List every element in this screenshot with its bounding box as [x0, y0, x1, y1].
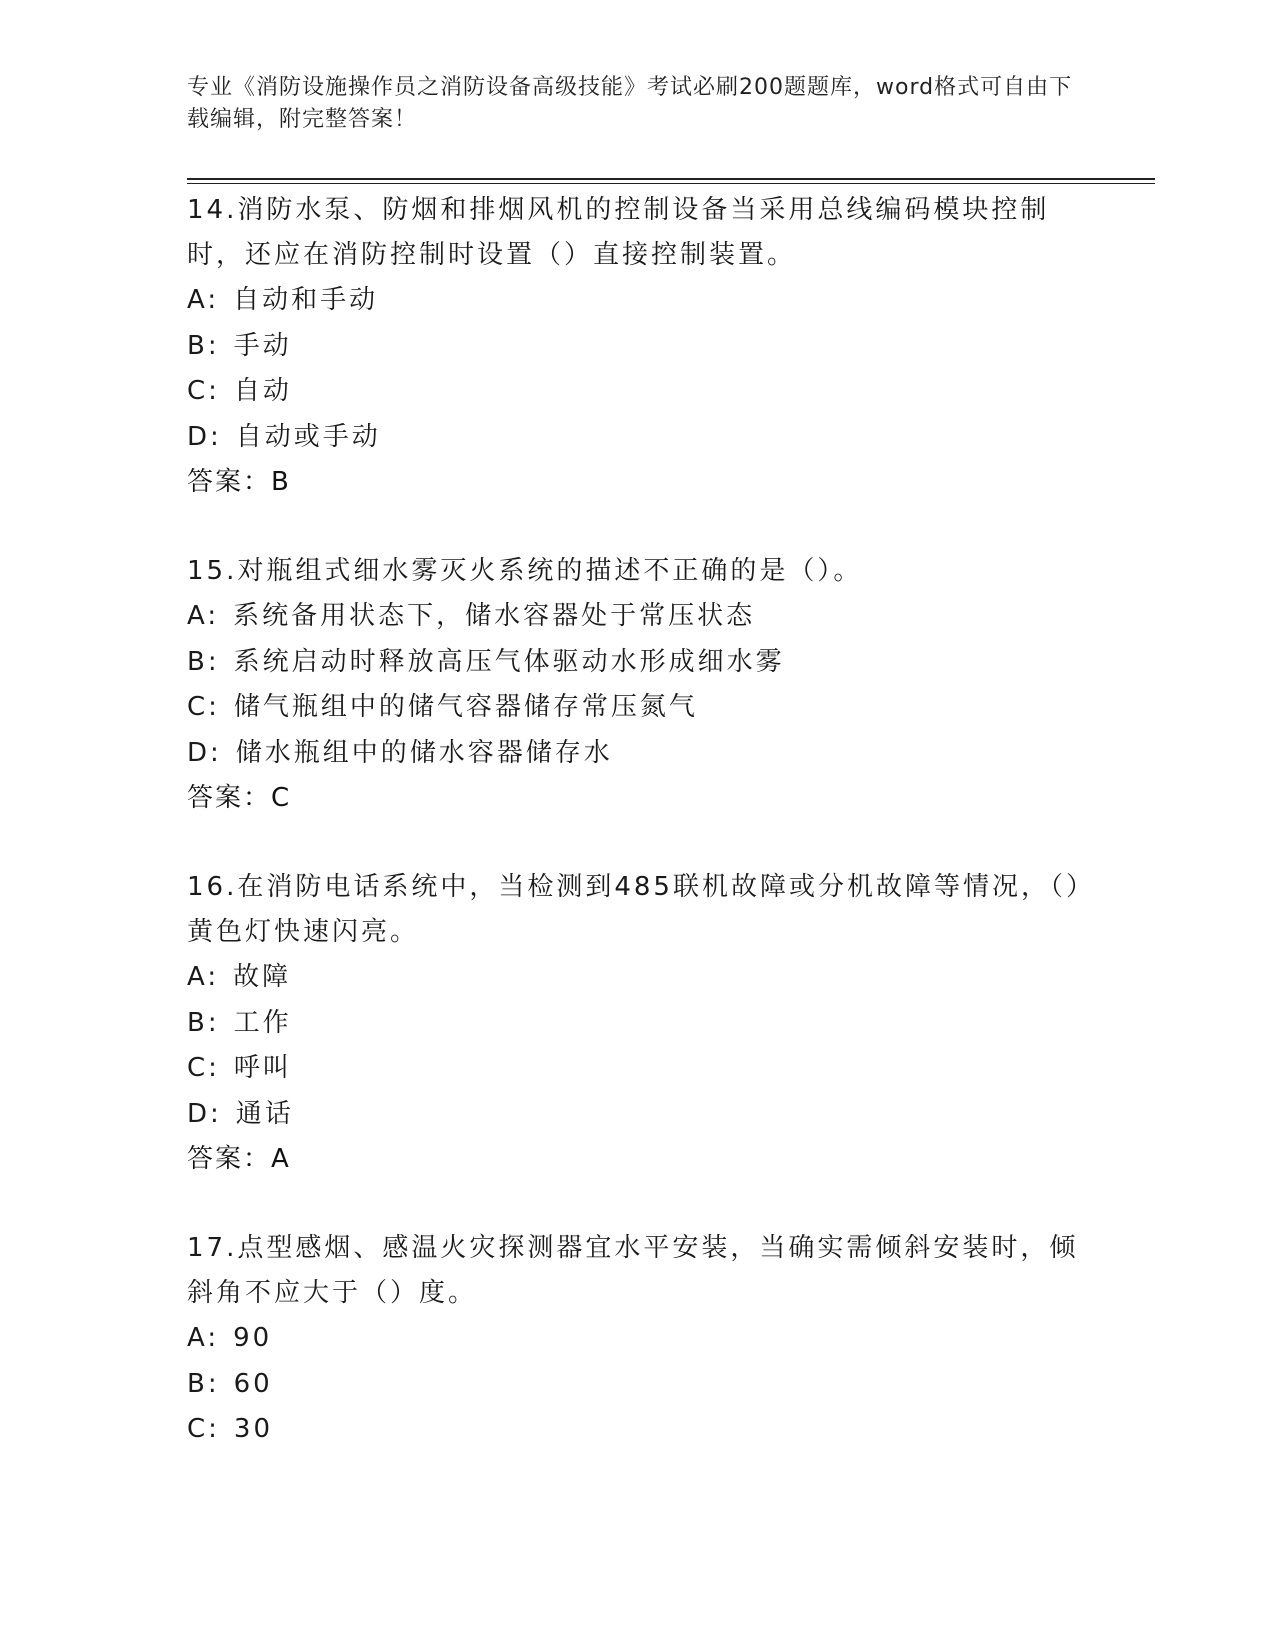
- option-key: C:: [187, 1414, 220, 1444]
- question-17: [187, 1226, 1087, 1453]
- option-text: 系统启动时释放高压气体驱动水形成细水雾: [233, 646, 785, 677]
- option-key: A:: [187, 601, 220, 631]
- option-a: [187, 1316, 1087, 1362]
- option-key: A:: [187, 962, 220, 992]
- option-key: C:: [187, 376, 220, 406]
- option-key: C:: [187, 692, 220, 722]
- header-rule-thick: [187, 178, 1155, 180]
- option-b: [187, 1362, 1087, 1408]
- option-d: [187, 731, 1087, 777]
- option-d: [187, 415, 1087, 461]
- option-text: 故障: [233, 962, 292, 992]
- option-text: 自动或手动: [235, 421, 381, 452]
- option-b: [187, 640, 1087, 686]
- option-text: 呼叫: [233, 1053, 292, 1083]
- option-text: 手动: [233, 330, 292, 361]
- option-key: D:: [187, 421, 222, 452]
- option-a: [187, 955, 1087, 1001]
- question-text: 14.消防水泵、防烟和排烟风机的控制设备当采用总线编码模块控制时，还应在消防控制时设置（）直接控制装置。: [187, 195, 1050, 270]
- question-text: 16.在消防电话系统中，当检测到485联机故障或分机故障等情况，（）黄色灯快速闪亮。: [187, 872, 1082, 947]
- option-key: B:: [187, 330, 220, 361]
- option-key: C:: [187, 1053, 220, 1083]
- question-list: [187, 188, 1087, 1453]
- option-a: [187, 594, 1087, 640]
- header-rule-thin: [187, 183, 1155, 184]
- option-text: 90: [233, 1323, 273, 1353]
- option-text: 自动: [233, 376, 292, 406]
- option-b: [187, 324, 1087, 370]
- option-b: [187, 1001, 1087, 1047]
- option-c: [187, 1046, 1087, 1092]
- option-c: [187, 685, 1087, 731]
- document-header: 专业《消防设施操作员之消防设备高级技能》考试必刷200题题库，word格式可自由下载编辑，附完整答案！: [187, 75, 1073, 132]
- option-text: 30: [233, 1414, 274, 1444]
- option-text: 60: [233, 1368, 273, 1399]
- option-text: 自动和手动: [233, 285, 379, 315]
- answer: 答案：A: [187, 1144, 291, 1174]
- option-text: 通话: [235, 1098, 294, 1129]
- question-text: 15.对瓶组式细水雾灭火系统的描述不正确的是（）。: [187, 556, 863, 586]
- option-key: A:: [187, 285, 220, 315]
- question-16: [187, 865, 1087, 1182]
- option-key: A:: [187, 1323, 220, 1353]
- option-text: 工作: [233, 1007, 292, 1038]
- option-c: [187, 1407, 1087, 1453]
- option-key: B:: [187, 1368, 220, 1399]
- option-text: 系统备用状态下，储水容器处于常压状态: [233, 601, 756, 631]
- option-key: B:: [187, 646, 220, 677]
- option-a: [187, 278, 1087, 324]
- option-text: 储气瓶组中的储气容器储存常压氮气: [233, 692, 698, 722]
- answer: 答案：B: [187, 467, 291, 497]
- option-d: [187, 1092, 1087, 1138]
- option-key: D:: [187, 1098, 222, 1129]
- option-key: B:: [187, 1007, 220, 1038]
- option-text: 储水瓶组中的储水容器储存水: [235, 737, 613, 768]
- question-text: 17.点型感烟、感温火灾探测器宜水平安装，当确实需倾斜安装时，倾斜角不应大于（）度。: [187, 1233, 1079, 1308]
- question-15: [187, 549, 1087, 821]
- option-key: D:: [187, 737, 222, 768]
- answer: 答案：C: [187, 783, 292, 813]
- question-14: [187, 188, 1087, 505]
- option-c: [187, 369, 1087, 415]
